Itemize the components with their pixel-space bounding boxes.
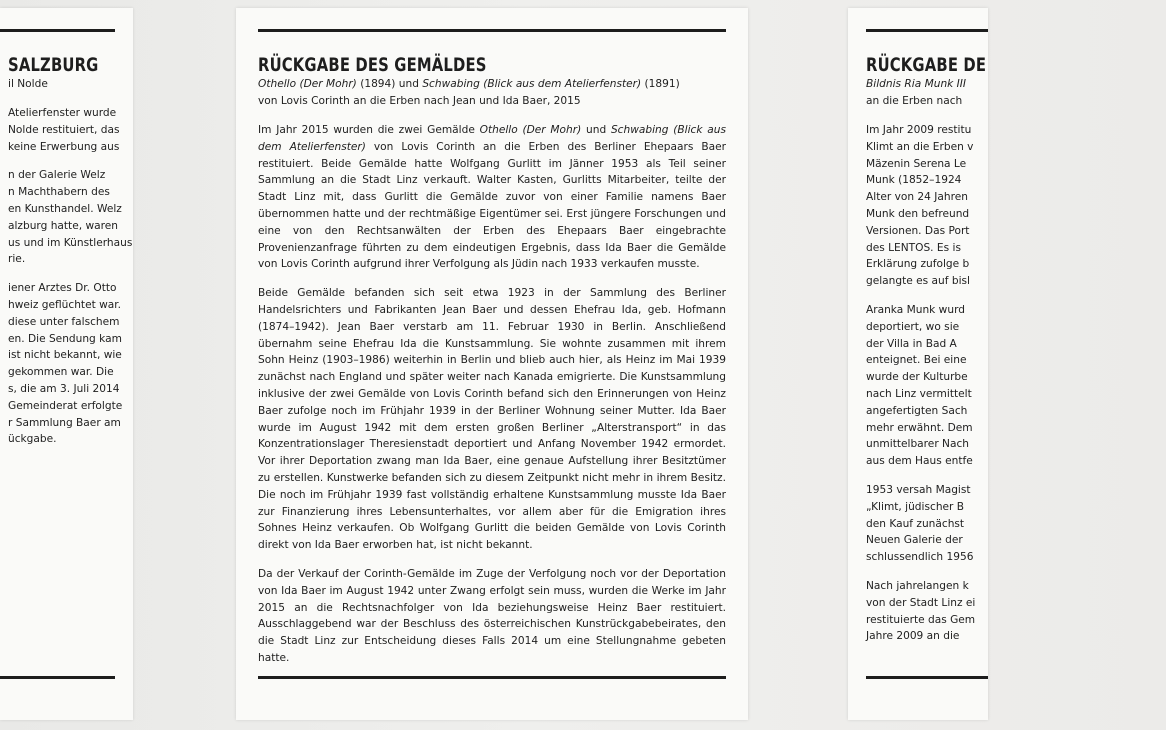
text-line: Atelierfenster wurde — [8, 107, 117, 119]
text-line: von der Stadt Linz ei — [866, 596, 976, 609]
left-title: SALZBURG — [8, 54, 99, 76]
right-bottom-rule — [866, 676, 988, 679]
text-line: hweiz geflüchtet war. — [8, 298, 122, 311]
left-bottom-rule — [0, 676, 115, 679]
right-paragraph-3 — [866, 482, 1166, 566]
text-line: n Machthabern des — [8, 186, 110, 199]
text-line: s, die am 3. Juli 2014 — [8, 382, 120, 395]
text-line: wurde der Kulturbe — [866, 371, 968, 384]
right-title: RÜCKGABE DE — [866, 54, 987, 76]
text-line: 1953 versah Magist — [866, 483, 971, 496]
right-placard — [848, 8, 988, 720]
text-line: nach Linz vermittelt — [866, 387, 972, 400]
text-line: enteignet. Bei eine — [866, 354, 967, 367]
center-title: RÜCKGABE DES GEMÄLDES — [258, 54, 487, 76]
text-line: Erklärung zufolge b — [866, 258, 970, 271]
text-line: unmittelbarer Nach — [866, 438, 969, 451]
text-line: Klimt an die Erben v — [866, 140, 974, 153]
left-placard-text — [8, 54, 268, 448]
text-line: iener Arztes Dr. Otto — [8, 282, 117, 295]
text-line: diese unter falschem — [8, 315, 120, 328]
right-top-rule — [866, 29, 988, 32]
text-line: Nach jahrelangen k — [866, 579, 969, 592]
text-line: deportiert, wo sie — [866, 320, 960, 333]
text-line: Mäzenin Serena Le — [866, 157, 967, 170]
text-line: der Villa in Bad A — [866, 337, 957, 350]
right-paragraph-2 — [866, 302, 1166, 470]
center-paragraph-1: Im Jahr 2015 wurden die zwei Gemälde Othello (Der Mohr) und Schwabing (Blick aus dem Atelierfenster) von Lovis Corinth an die Erben des Berliner Ehepaars Baer restituiert. Beide Gemälde hatte Wolfgang Gurlitt im Jänner 1953 als Teil seiner Sammlung an die Stadt Linz verkauft. Walter Kasten, Gurlitts Mitarbeiter, teilte der Stadt Linz mit, dass Gurlitt die Gemälde zuvor von einer Familie namens Baer übernommen hatte und der rechtmäßige Eigentümer sei. Erst jüngere Forschungen und eine von den Rechtsanwälten der Erben des Ehepaars Baer eingebrachte Provenienzanfrage führten zu dem eindeutigen Ergebnis, dass Ida Baer die Gemälde von Lovis Corinth aufgrund ihrer Verfolgung als Jüdin nach 1933 verkaufen musste. — [258, 124, 726, 271]
text-line: restituierte das Gem — [866, 613, 976, 626]
text-line: mehr erwähnt. Dem — [866, 421, 973, 434]
left-placard — [0, 8, 133, 720]
center-subtitle-line-2: von Lovis Corinth an die Erben nach Jean und Ida Baer, 2015 — [258, 95, 581, 107]
text-line: alzburg hatte, waren — [8, 219, 118, 232]
left-paragraph-3 — [8, 280, 268, 448]
left-top-rule — [0, 29, 115, 32]
center-placard-text — [258, 54, 726, 667]
center-paragraph-2: Beide Gemälde befanden sich seit etwa 1923 in der Sammlung des Berliner Handelsrichters und Fabrikanten Jean Baer und dessen Ehefrau Ida, geb. Hofmann (1874–1942). Jean Baer verstarb am 11. Februar 1930 in Berlin. Anschließend übernahm seine Ehefrau Ida die Kunstsammlung. Sie wohnte zusammen mit ihrem Sohn Heinz (1903–1986) weiterhin in Berlin und blieb auch hier, als Heinz im Mai 1939 zunächst nach England und später weiter nach Kanada emigrierte. Die Kunstsammlung inklusive der zwei Gemälde von Lovis Corinth befand sich den Erinnerungen von Heinz Baer zufolge noch im Frühjahr 1939 in der Berliner Wohnung seiner Mutter. Ida Baer wurde im August 1942 mit dem ersten großen Berliner „Alterstransport“ in das Konzentrationslager Theresienstadt deportiert und Anfang November 1942 ermordet. Vor ihrer Deportation zwang man Ida Baer, eine genaue Aufstellung ihrer Besitztümer zu erstellen. Kunstwerke befanden sich zu diesem Zeitpunkt nicht mehr in ihrem Besitz. Die noch im Frühjahr 1939 fast vollständig erhaltene Kunstsammlung musste Ida Baer zur Finanzierung ihres Lebensunterhaltes, vor allem aber für die Emigration ihres Sohnes Heinz verkaufen. Ob Wolfgang Gurlitt die beiden Gemälde von Lovis Corinth direkt von Ida Baer erworben hat, ist nicht bekannt. — [258, 287, 726, 552]
center-top-rule — [258, 29, 726, 32]
text-line: angefertigten Sach — [866, 404, 968, 417]
text-line: ist nicht bekannt, wie — [8, 349, 122, 362]
text-line: us und im Künstlerhaus — [8, 236, 133, 249]
left-subtitle: il Nolde — [8, 78, 48, 90]
right-subtitle: Bildnis Ria Munk III an die Erben nach — [866, 78, 967, 107]
text-line: Versionen. Das Port — [866, 224, 970, 237]
text-line: aus dem Haus entfe — [866, 455, 973, 468]
left-paragraph-2 — [8, 167, 268, 268]
text-line: r Sammlung Baer am — [8, 416, 121, 429]
center-placard — [236, 8, 748, 720]
right-placard-text — [866, 54, 1166, 645]
text-line: Alter von 24 Jahren — [866, 191, 968, 204]
text-line: schlussendlich 1956 — [866, 551, 974, 564]
text-line: n der Galerie Welz — [8, 169, 106, 182]
text-line: ückgabe. — [8, 433, 57, 446]
text-line: Gemeinderat erfolgte — [8, 399, 123, 412]
text-line: den Kauf zunächst — [866, 517, 965, 530]
right-paragraph-4 — [866, 578, 1166, 645]
text-line: des LENTOS. Es is — [866, 241, 961, 254]
text-line: en Kunsthandel. Welz — [8, 202, 122, 215]
center-paragraph-3: Da der Verkauf der Corinth-Gemälde im Zuge der Verfolgung noch vor der Deportation von Ida Baer im August 1942 unter Zwang erfolgt sein muss, wurden die Werke im Jahr 2015 an die Rechtsnachfolger von Ida beziehungsweise Heinz Baer restituiert. Ausschlaggebend war der Beschluss des österreichischen Kunstrückgabebeirates, den die Stadt Linz zur Entscheidung dieses Falls 2014 um eine Stellungnahme gebeten hatte. — [258, 567, 726, 664]
text-line: en. Die Sendung kam — [8, 332, 122, 345]
text-line: gekommen war. Die — [8, 366, 114, 379]
text-line: gelangte es auf bisl — [866, 275, 970, 288]
text-line: keine Erwerbung aus — [8, 140, 120, 153]
left-paragraph-1 — [8, 105, 268, 155]
text-line: Munk den befreund — [866, 207, 970, 220]
work-title-othello: Othello (Der Mohr) — [258, 78, 357, 90]
text-line: „Klimt, jüdischer B — [866, 500, 965, 513]
text-line: Jahre 2009 an die — [866, 630, 960, 643]
center-subtitle: Othello (Der Mohr) (1894) und Schwabing (Blick aus dem Atelierfenster) (1891) von Lovis Corinth an die Erben nach Jean und Ida Baer, 2015 — [258, 78, 680, 107]
text-line: Nolde restituiert, das — [8, 123, 120, 136]
text-line: rie. — [8, 253, 26, 266]
text-line: Neuen Galerie der — [866, 534, 963, 547]
text-line: Munk (1852–1924 — [866, 174, 962, 187]
text-line: Aranka Munk wurd — [866, 303, 965, 316]
center-bottom-rule — [258, 676, 726, 679]
work-title-schwabing: Schwabing (Blick aus dem Atelierfenster) — [422, 78, 642, 90]
right-paragraph-1 — [866, 122, 1166, 290]
text-line: Im Jahr 2009 restitu — [866, 124, 972, 136]
